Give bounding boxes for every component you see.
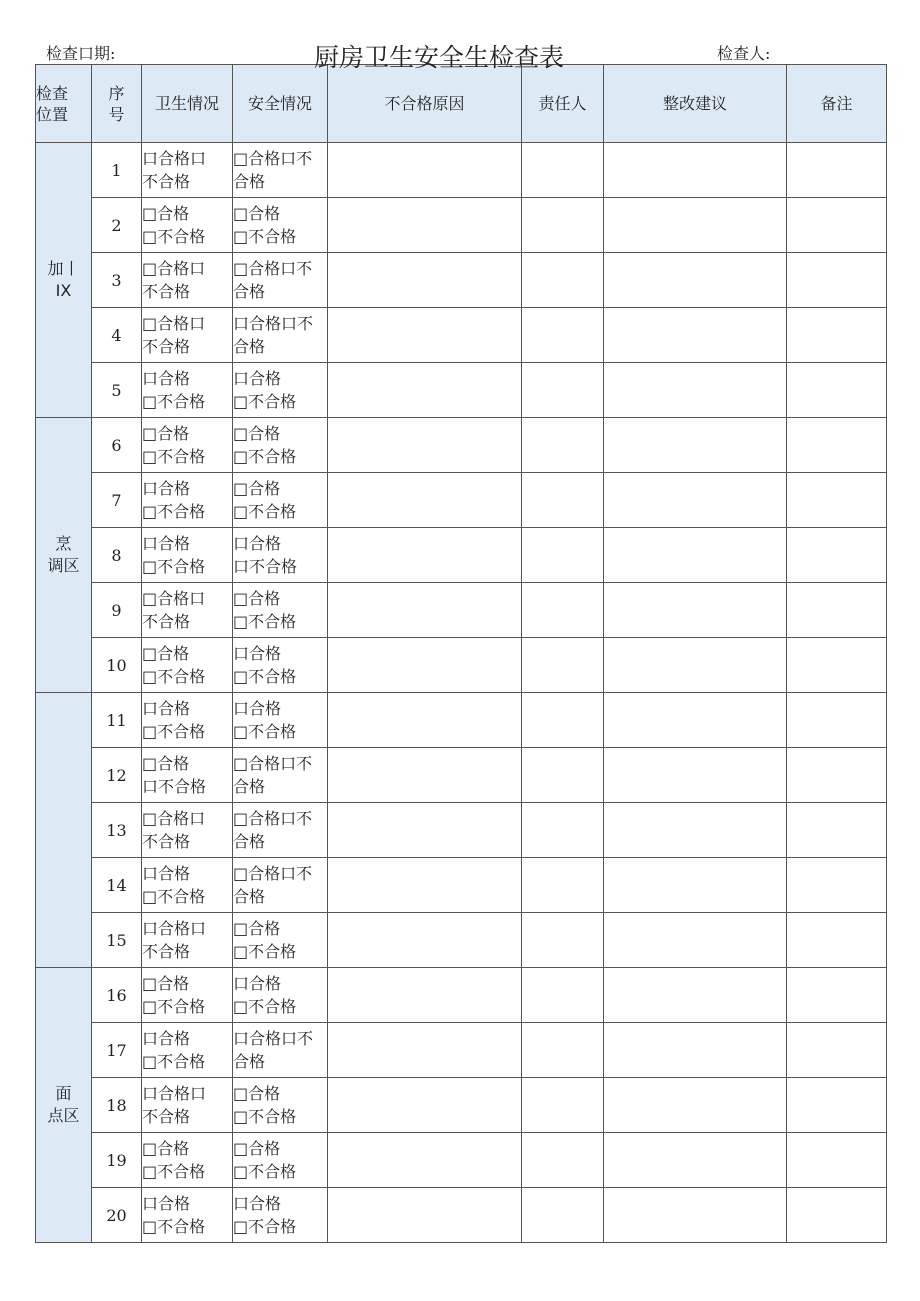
seq-cell: 20 (92, 1188, 142, 1243)
document-title: 厨房卫生安全生检查表 (314, 43, 565, 72)
remark-cell[interactable] (787, 308, 887, 363)
safety-status-cell[interactable]: 口合格 □不合格 (233, 968, 328, 1023)
owner-cell[interactable] (522, 528, 604, 583)
seq-cell: 13 (92, 803, 142, 858)
area-cell: 面 点区 (36, 968, 92, 1243)
remark-cell[interactable] (787, 418, 887, 473)
remark-cell[interactable] (787, 1133, 887, 1188)
remark-cell[interactable] (787, 528, 887, 583)
remark-cell[interactable] (787, 473, 887, 528)
advice-cell[interactable] (604, 418, 787, 473)
hygiene-status-cell[interactable]: 口合格 □不合格 (142, 693, 233, 748)
remark-cell[interactable] (787, 583, 887, 638)
hygiene-status-cell[interactable]: 口合格 □不合格 (142, 473, 233, 528)
safety-status-cell[interactable]: 口合格 □不合格 (233, 638, 328, 693)
owner-cell[interactable] (522, 913, 604, 968)
reason-cell[interactable] (328, 473, 522, 528)
reason-cell[interactable] (328, 363, 522, 418)
owner-cell[interactable] (522, 418, 604, 473)
reason-cell[interactable] (328, 968, 522, 1023)
inspection-date-label: 检查口期: (46, 44, 116, 63)
hygiene-status-cell[interactable]: 口合格 □不合格 (142, 1023, 233, 1078)
hygiene-status-cell[interactable]: □合格 □不合格 (142, 198, 233, 253)
table-row (36, 748, 887, 803)
reason-cell[interactable] (328, 528, 522, 583)
table-row (36, 1078, 887, 1133)
safety-status-cell[interactable]: □合格口不 合格 (233, 803, 328, 858)
seq-cell: 10 (92, 638, 142, 693)
column-header-area: 检查 位置 (36, 65, 92, 143)
advice-cell[interactable] (604, 913, 787, 968)
owner-cell[interactable] (522, 968, 604, 1023)
hygiene-status-cell[interactable]: 口合格口 不合格 (142, 1078, 233, 1133)
seq-cell: 17 (92, 1023, 142, 1078)
table-row (36, 528, 887, 583)
remark-cell[interactable] (787, 858, 887, 913)
owner-cell[interactable] (522, 1133, 604, 1188)
remark-cell[interactable] (787, 253, 887, 308)
advice-cell[interactable] (604, 1078, 787, 1133)
table-row (36, 913, 887, 968)
safety-status-cell[interactable]: □合格 □不合格 (233, 1078, 328, 1133)
seq-cell: 18 (92, 1078, 142, 1133)
remark-cell[interactable] (787, 363, 887, 418)
safety-status-cell[interactable]: □合格 □不合格 (233, 583, 328, 638)
reason-cell[interactable] (328, 418, 522, 473)
reason-cell[interactable] (328, 1133, 522, 1188)
table-body (36, 143, 887, 1243)
table-row (36, 418, 887, 473)
table-header-row (36, 65, 887, 143)
reason-cell[interactable] (328, 638, 522, 693)
safety-status-cell[interactable]: 口合格 口不合格 (233, 528, 328, 583)
table-row (36, 143, 887, 198)
owner-cell[interactable] (522, 748, 604, 803)
hygiene-status-cell[interactable]: □合格 □不合格 (142, 968, 233, 1023)
advice-cell[interactable] (604, 473, 787, 528)
table-row (36, 198, 887, 253)
table-row (36, 968, 887, 1023)
remark-cell[interactable] (787, 638, 887, 693)
hygiene-status-cell[interactable]: 口合格 □不合格 (142, 858, 233, 913)
seq-cell: 7 (92, 473, 142, 528)
owner-cell[interactable] (522, 473, 604, 528)
table-row (36, 1188, 887, 1243)
seq-cell: 5 (92, 363, 142, 418)
reason-cell[interactable] (328, 1023, 522, 1078)
safety-status-cell[interactable]: □合格口不 合格 (233, 858, 328, 913)
table-row (36, 583, 887, 638)
remark-cell[interactable] (787, 913, 887, 968)
hygiene-status-cell[interactable]: □合格 □不合格 (142, 638, 233, 693)
column-header-owner: 责任人 (522, 65, 604, 143)
hygiene-status-cell[interactable]: □合格口 不合格 (142, 253, 233, 308)
reason-cell[interactable] (328, 308, 522, 363)
safety-status-cell[interactable]: □合格口不 合格 (233, 748, 328, 803)
hygiene-status-cell[interactable]: 口合格口 不合格 (142, 913, 233, 968)
advice-cell[interactable] (604, 528, 787, 583)
seq-cell: 6 (92, 418, 142, 473)
advice-cell[interactable] (604, 803, 787, 858)
owner-cell[interactable] (522, 253, 604, 308)
hygiene-status-cell[interactable]: □合格口 不合格 (142, 308, 233, 363)
remark-cell[interactable] (787, 1188, 887, 1243)
safety-status-cell[interactable]: □合格口不 合格 (233, 143, 328, 198)
reason-cell[interactable] (328, 143, 522, 198)
hygiene-status-cell[interactable]: □合格口 不合格 (142, 583, 233, 638)
owner-cell[interactable] (522, 693, 604, 748)
advice-cell[interactable] (604, 308, 787, 363)
area-cell: 加丨 IX (36, 143, 92, 418)
owner-cell[interactable] (522, 858, 604, 913)
owner-cell[interactable] (522, 308, 604, 363)
advice-cell[interactable] (604, 1023, 787, 1078)
hygiene-status-cell[interactable]: □合格口 不合格 (142, 803, 233, 858)
hygiene-status-cell[interactable]: 口合格 □不合格 (142, 528, 233, 583)
safety-status-cell[interactable]: 口合格口不 合格 (233, 1023, 328, 1078)
table-row (36, 363, 887, 418)
seq-cell: 9 (92, 583, 142, 638)
hygiene-status-cell[interactable]: 口合格 □不合格 (142, 1188, 233, 1243)
advice-cell[interactable] (604, 968, 787, 1023)
reason-cell[interactable] (328, 198, 522, 253)
seq-cell: 19 (92, 1133, 142, 1188)
table-row (36, 858, 887, 913)
seq-cell: 3 (92, 253, 142, 308)
advice-cell[interactable] (604, 1188, 787, 1243)
reason-cell[interactable] (328, 1188, 522, 1243)
advice-cell[interactable] (604, 693, 787, 748)
remark-cell[interactable] (787, 1078, 887, 1133)
document-header (0, 0, 920, 72)
remark-cell[interactable] (787, 693, 887, 748)
safety-status-cell[interactable]: 口合格 □不合格 (233, 1188, 328, 1243)
owner-cell[interactable] (522, 583, 604, 638)
reason-cell[interactable] (328, 253, 522, 308)
reason-cell[interactable] (328, 693, 522, 748)
advice-cell[interactable] (604, 583, 787, 638)
column-header-safety: 安全情况 (233, 65, 328, 143)
area-cell: 烹 调区 (36, 418, 92, 693)
seq-cell: 12 (92, 748, 142, 803)
column-header-hygiene: 卫生情况 (142, 65, 233, 143)
table-row (36, 638, 887, 693)
safety-status-cell[interactable]: 口合格口不 合格 (233, 308, 328, 363)
column-header-seq: 序 号 (92, 65, 142, 143)
advice-cell[interactable] (604, 858, 787, 913)
remark-cell[interactable] (787, 198, 887, 253)
advice-cell[interactable] (604, 253, 787, 308)
owner-cell[interactable] (522, 143, 604, 198)
owner-cell[interactable] (522, 1188, 604, 1243)
safety-status-cell[interactable]: 口合格 □不合格 (233, 693, 328, 748)
inspection-table (35, 64, 887, 1243)
inspector-label: 检查人: (717, 44, 771, 63)
safety-status-cell[interactable]: □合格 □不合格 (233, 198, 328, 253)
hygiene-status-cell[interactable]: 口合格 □不合格 (142, 363, 233, 418)
safety-status-cell[interactable]: □合格 □不合格 (233, 913, 328, 968)
hygiene-status-cell[interactable]: □合格 口不合格 (142, 748, 233, 803)
remark-cell[interactable] (787, 968, 887, 1023)
safety-status-cell[interactable]: □合格口不 合格 (233, 253, 328, 308)
remark-cell[interactable] (787, 1023, 887, 1078)
safety-status-cell[interactable]: 口合格 □不合格 (233, 363, 328, 418)
table-row (36, 253, 887, 308)
reason-cell[interactable] (328, 858, 522, 913)
advice-cell[interactable] (604, 363, 787, 418)
column-header-remark: 备注 (787, 65, 887, 143)
owner-cell[interactable] (522, 198, 604, 253)
hygiene-status-cell[interactable]: □合格 □不合格 (142, 418, 233, 473)
owner-cell[interactable] (522, 1023, 604, 1078)
column-header-reason: 不合格原因 (328, 65, 522, 143)
table-row (36, 1133, 887, 1188)
hygiene-status-cell[interactable]: □合格 □不合格 (142, 1133, 233, 1188)
remark-cell[interactable] (787, 748, 887, 803)
advice-cell[interactable] (604, 143, 787, 198)
advice-cell[interactable] (604, 748, 787, 803)
seq-cell: 4 (92, 308, 142, 363)
hygiene-status-cell[interactable]: 口合格口 不合格 (142, 143, 233, 198)
seq-cell: 2 (92, 198, 142, 253)
table-row (36, 803, 887, 858)
owner-cell[interactable] (522, 1078, 604, 1133)
column-header-advice: 整改建议 (604, 65, 787, 143)
seq-cell: 16 (92, 968, 142, 1023)
advice-cell[interactable] (604, 638, 787, 693)
seq-cell: 8 (92, 528, 142, 583)
reason-cell[interactable] (328, 803, 522, 858)
reason-cell[interactable] (328, 748, 522, 803)
safety-status-cell[interactable]: □合格 □不合格 (233, 473, 328, 528)
advice-cell[interactable] (604, 198, 787, 253)
table-row (36, 693, 887, 748)
table-row (36, 1023, 887, 1078)
remark-cell[interactable] (787, 143, 887, 198)
seq-cell: 11 (92, 693, 142, 748)
table-row (36, 308, 887, 363)
reason-cell[interactable] (328, 583, 522, 638)
table-row (36, 473, 887, 528)
owner-cell[interactable] (522, 363, 604, 418)
owner-cell[interactable] (522, 638, 604, 693)
reason-cell[interactable] (328, 1078, 522, 1133)
seq-cell: 1 (92, 143, 142, 198)
seq-cell: 14 (92, 858, 142, 913)
seq-cell: 15 (92, 913, 142, 968)
reason-cell[interactable] (328, 913, 522, 968)
owner-cell[interactable] (522, 803, 604, 858)
remark-cell[interactable] (787, 803, 887, 858)
safety-status-cell[interactable]: □合格 □不合格 (233, 418, 328, 473)
safety-status-cell[interactable]: □合格 □不合格 (233, 1133, 328, 1188)
advice-cell[interactable] (604, 1133, 787, 1188)
area-cell (36, 693, 92, 968)
